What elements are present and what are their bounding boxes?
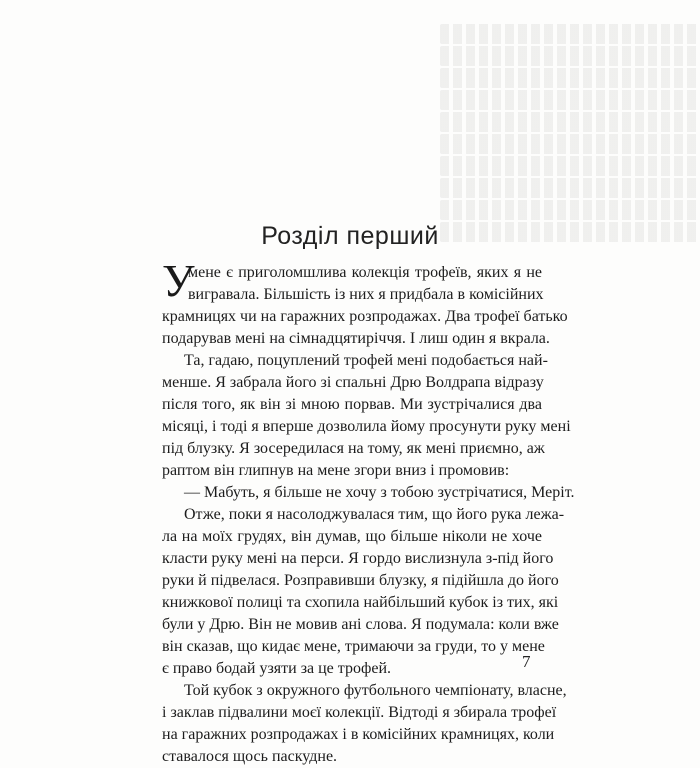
text-line: менше. Я забрала його зі спальні Дрю Волдрапа відразу [162,374,544,391]
text-line: руки й підвелася. Розправивши блузку, я підійшла до його [162,572,559,589]
drop-cap: У [162,255,195,306]
text-line: Той кубок з окружного футбольного чемпіонату, власне, [184,682,567,699]
page-number: 7 [522,652,531,671]
text-line: мене є приголомшлива колекція трофеїв, яких я не [188,264,542,281]
text-line: після того, як він зі мною порвав. Ми зустрічалися два [162,396,542,413]
text-line: на гаражних розпродажах і в комісійних крамницях, коли [162,726,555,743]
text-line: Отже, поки я насолоджувалася тим, що його рука лежа- [184,506,565,523]
text-line: крамницях чи на гаражних розпродажах. Два трофеї батько [162,308,568,325]
text-line: книжкової полиці та схопила найбільший кубок із тих, які [162,594,559,611]
text-line: місяці, і тоді я вперше дозволила йому просунути руку мені [162,418,571,435]
text-line: — Мабуть, я більше не хочу з тобою зустрічатися, Меріт. [184,484,575,501]
text-line: і заклав підвалини моєї колекції. Відтоді я збирала трофеї [162,704,557,721]
text-line: він сказав, що кидає мене, тримаючи за груди, то у мене [162,638,545,655]
text-line: під блузку. Я зосередилася на тому, як мені приємно, аж [162,440,545,457]
chapter-title: Розділ перший [261,222,439,250]
text-line: Та, гадаю, поцуплений трофей мені подобається най- [184,352,548,369]
text-line: класти руку мені на перси. Я гордо вислизнула з-під його [162,550,554,567]
text-line: ставалося щось паскудне. [162,748,338,765]
text-line: вигравала. Більшість із них я придбала в комісійних [188,286,544,303]
text-line: є право бодай узяти за це трофей. [162,660,391,677]
text-line: подарував мені на сімнадцятиріччя. І лиш один я вкрала. [162,330,550,347]
text-line: ла на моїх грудях, він думав, що більше ніколи не хоче [162,528,542,545]
text-line: були у Дрю. Він не мовив ані слова. Я подумала: коли вже [162,616,559,633]
body-text [162,262,575,768]
text-line: раптом він глипнув на мене згори вниз і промовив: [162,462,510,479]
